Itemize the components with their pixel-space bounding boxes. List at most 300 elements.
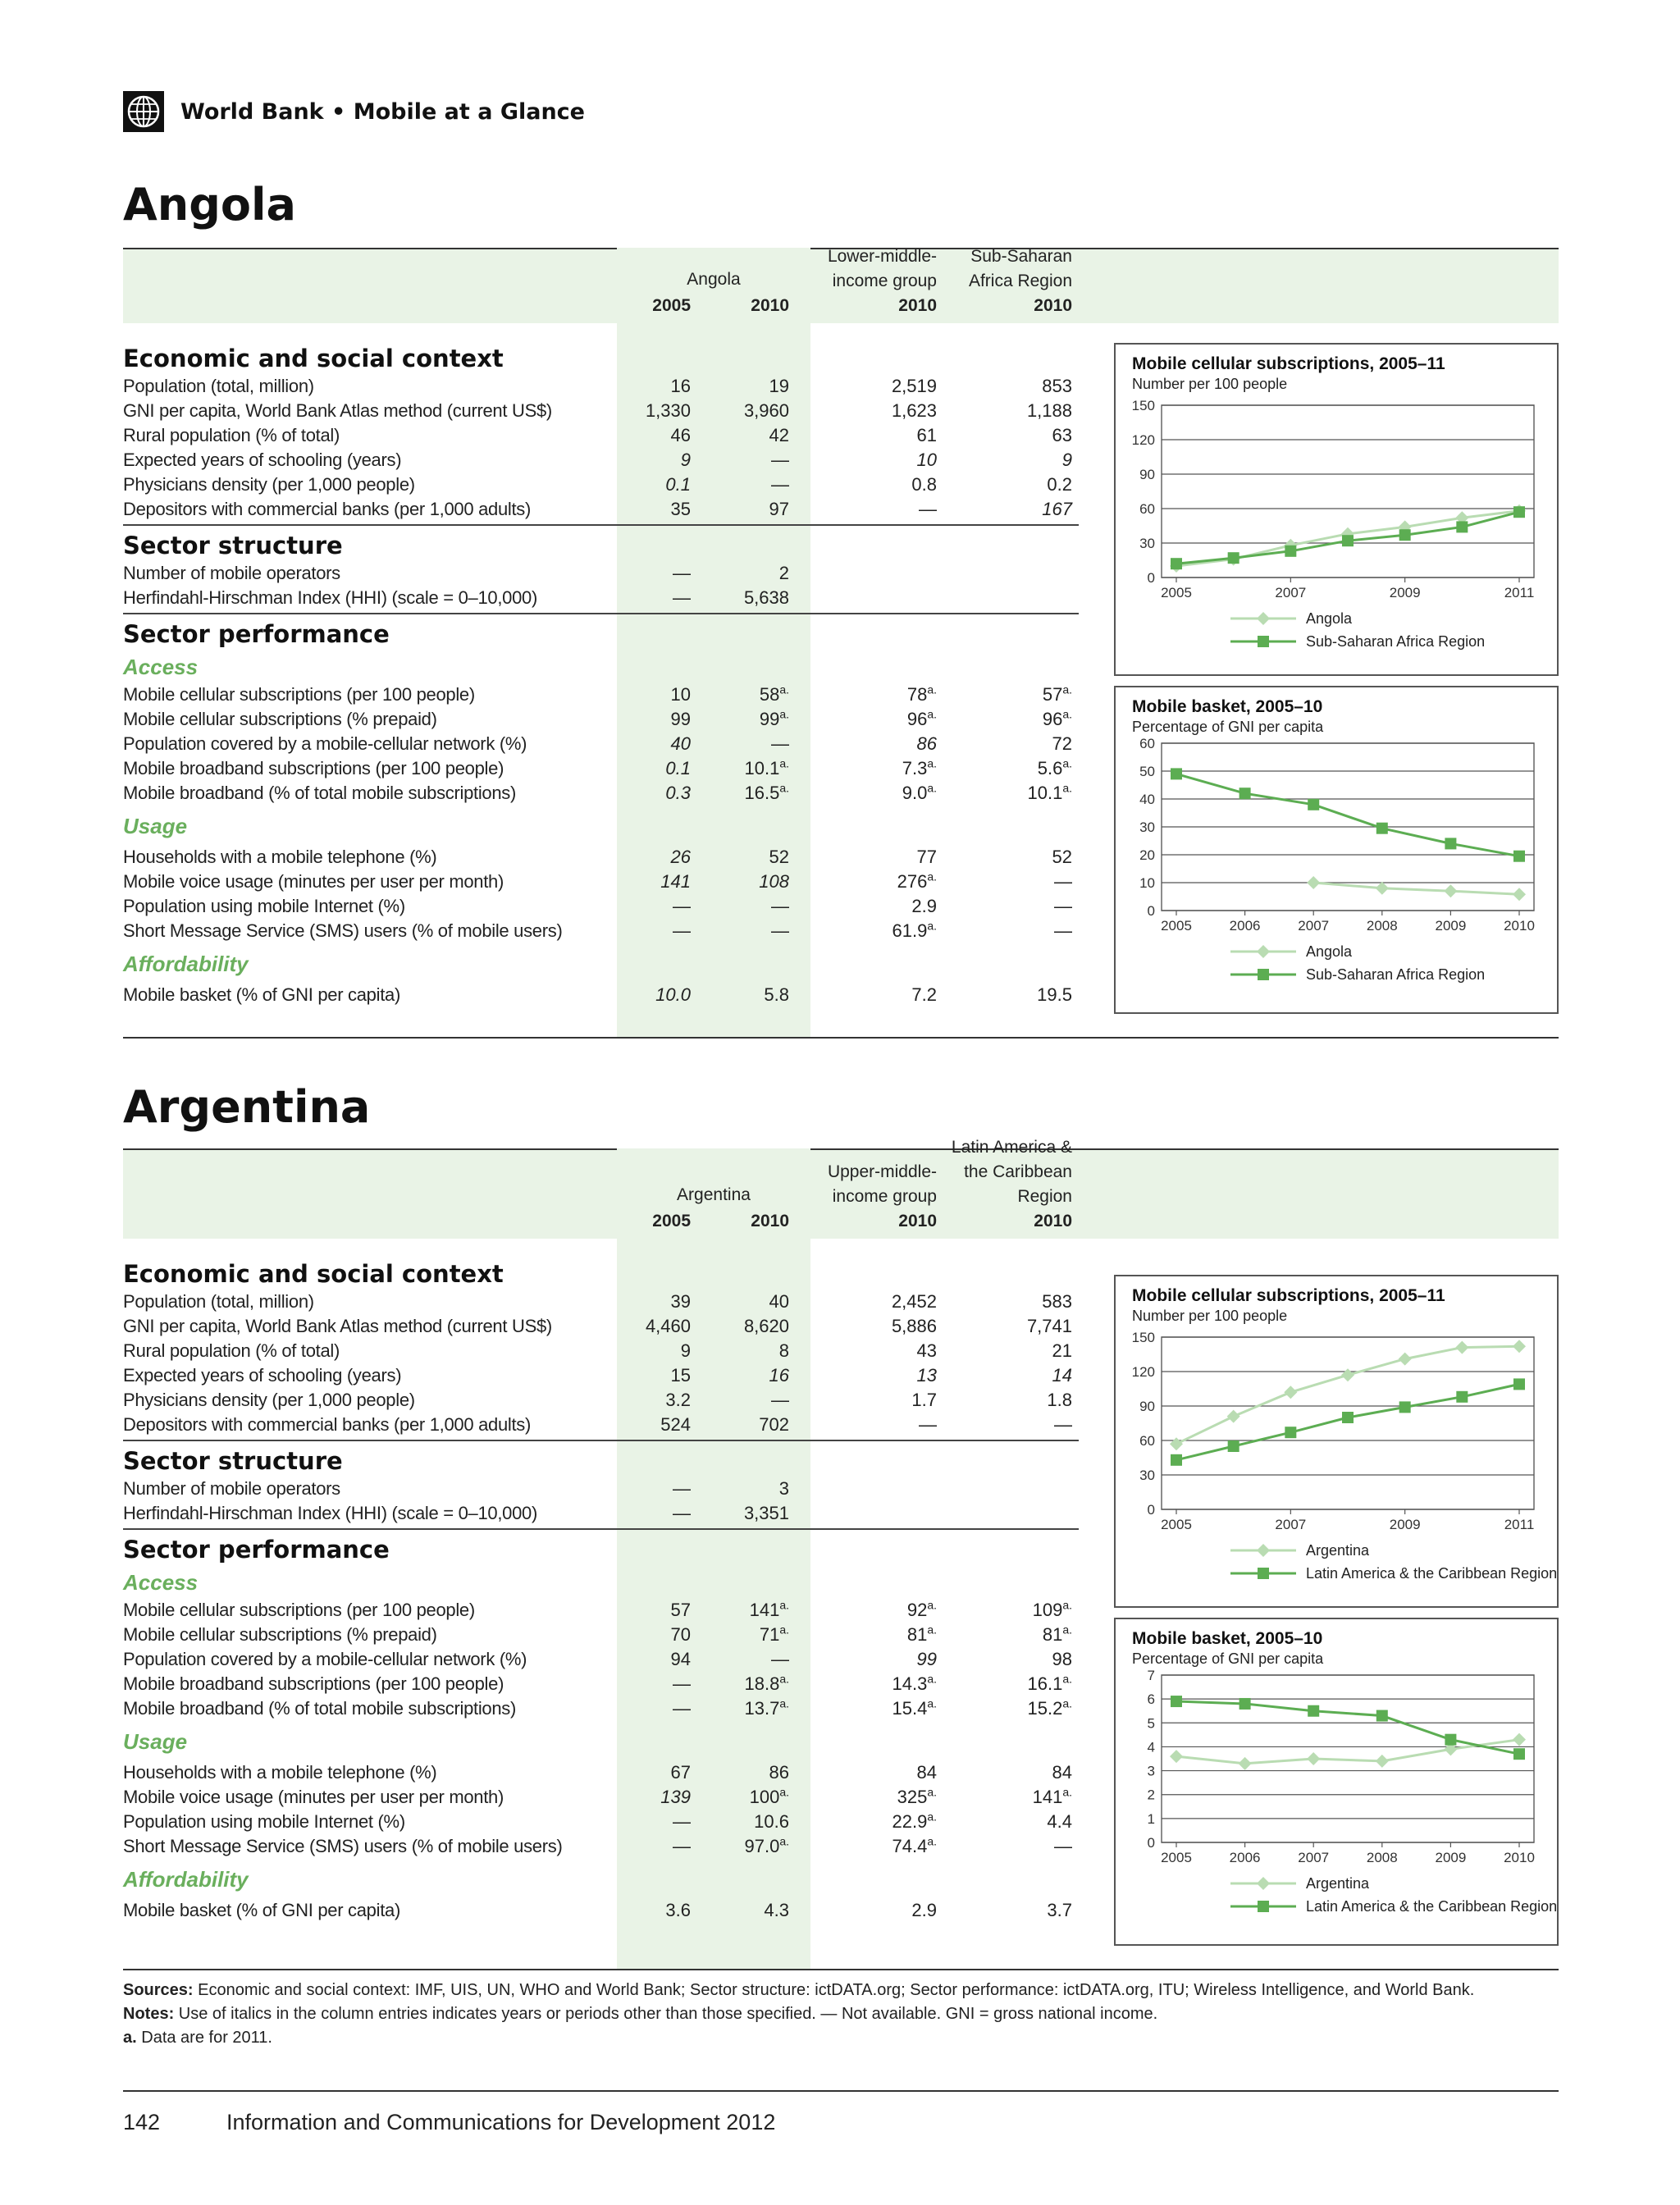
table-row [123, 1647, 1083, 1672]
cell-value: 70 [670, 1624, 691, 1645]
subheading-affordability: Affordability [123, 1867, 249, 1892]
table-cell [592, 472, 691, 497]
cell-value: 52 [769, 847, 789, 867]
table-cell [691, 1413, 789, 1437]
cell-value: — [1054, 1414, 1072, 1435]
table-cell [838, 1647, 937, 1672]
data-point [1285, 546, 1296, 557]
cell-value: 2,452 [891, 1291, 937, 1312]
footnote-marker-a: a. [1062, 682, 1072, 696]
cell-value: 42 [769, 425, 789, 445]
x-tick-label: 2007 [1298, 918, 1330, 934]
cell-value: 61.9 [892, 920, 928, 941]
table-cell [691, 1477, 789, 1501]
table-cell [838, 448, 937, 472]
cell-value: 524 [660, 1414, 691, 1435]
table-row [123, 983, 1083, 1007]
table-cell [838, 756, 937, 781]
table-cell [838, 1672, 937, 1696]
table-cell [691, 1696, 789, 1721]
table-cell [691, 919, 789, 943]
footnote-marker-a: a. [927, 1696, 937, 1710]
data-point [1455, 1341, 1468, 1354]
table-cell [838, 1598, 937, 1623]
x-tick-label: 2009 [1435, 1850, 1467, 1865]
row-label: Depositors with commercial banks (per 1,000 adults) [123, 499, 532, 519]
y-tick-label: 4 [1147, 1739, 1155, 1755]
cell-value: 9 [680, 450, 691, 470]
table-row [123, 1363, 1083, 1388]
row-label: Short Message Service (SMS) users (% of mobile users) [123, 920, 563, 941]
cell-value: 16.1 [1027, 1673, 1063, 1694]
country-section-argentina [123, 1138, 1559, 1970]
table-row [123, 1810, 1083, 1834]
table-cell [974, 1598, 1072, 1623]
cell-value: 1,330 [645, 400, 691, 421]
cell-value: 15 [670, 1365, 691, 1386]
cell-value: 10.6 [754, 1811, 789, 1832]
table-cell [691, 1339, 789, 1363]
row-label: Mobile voice usage (minutes per user per month) [123, 871, 504, 892]
table-row [123, 1290, 1083, 1314]
y-tick-label: 0 [1147, 1502, 1155, 1518]
y-tick-label: 0 [1147, 903, 1155, 919]
series-line [1176, 774, 1519, 856]
cell-value: 16 [769, 1365, 789, 1386]
country-title-argentina: Argentina [123, 1081, 371, 1133]
data-point [1399, 529, 1411, 541]
cell-value: 141 [749, 1600, 780, 1620]
table-cell [691, 472, 789, 497]
table-cell [838, 781, 937, 806]
region-column-header: Region [1017, 1187, 1072, 1206]
row-label: Mobile broadband (% of total mobile subscriptions) [123, 783, 517, 803]
region-column-header: the Caribbean [964, 1162, 1072, 1181]
cell-value: 15.2 [1027, 1698, 1063, 1719]
cell-value: 99 [670, 709, 691, 729]
table-row [123, 448, 1083, 472]
table-row [123, 1834, 1083, 1859]
chart-title: Mobile basket, 2005–10 [1132, 697, 1323, 716]
table-cell [838, 472, 937, 497]
cell-value: 9 [1061, 450, 1072, 470]
footnote-marker-a: a. [1062, 707, 1072, 721]
table-row [123, 845, 1083, 870]
table-cell [691, 1363, 789, 1388]
table-cell [838, 732, 937, 756]
chart-subtitle: Number per 100 people [1132, 376, 1288, 392]
table-row [123, 919, 1083, 943]
footnote-marker-a: a. [779, 1623, 789, 1637]
cell-value: 3.2 [665, 1390, 691, 1410]
table-cell [838, 894, 937, 919]
data-point [1171, 768, 1182, 779]
legend-marker [1257, 612, 1270, 625]
table-cell [974, 1623, 1072, 1647]
footnote-marker-a: a. [779, 682, 789, 696]
cell-value: — [673, 1673, 691, 1694]
cell-value: 92 [906, 1600, 928, 1620]
table-cell [592, 374, 691, 399]
y-tick-label: 60 [1139, 501, 1155, 517]
table-cell [592, 1760, 691, 1785]
cell-value: 5,886 [891, 1316, 937, 1336]
row-label: Mobile broadband subscriptions (per 100 people) [123, 1673, 504, 1694]
cell-value: 1,623 [891, 400, 937, 421]
cell-value: 325 [897, 1787, 928, 1807]
row-label: Mobile voice usage (minutes per user per month) [123, 1787, 504, 1807]
series-line [1313, 883, 1519, 894]
line-chart [1116, 1327, 1557, 1598]
table-row [123, 1696, 1083, 1721]
cell-value: 3.7 [1047, 1900, 1072, 1920]
table-cell [974, 756, 1072, 781]
table-cell [592, 1388, 691, 1413]
notes-note: Notes: Use of italics in the column entries indicates years or periods other than those specified. — Not available. GNI = gross national income. [123, 2005, 1158, 2023]
row-label: Expected years of schooling (years) [123, 1365, 402, 1386]
cell-value: — [771, 920, 789, 941]
line-chart [1116, 1670, 1557, 1941]
table-cell [838, 399, 937, 423]
data-point [1227, 1410, 1240, 1423]
cell-value: 853 [1042, 376, 1072, 396]
row-label: GNI per capita, World Bank Atlas method (current US$) [123, 1316, 552, 1336]
table-cell [592, 1623, 691, 1647]
cell-value: 4,460 [645, 1316, 691, 1336]
table-cell [974, 1834, 1072, 1859]
cell-value: 84 [1052, 1762, 1072, 1783]
y-tick-label: 30 [1139, 1468, 1155, 1483]
cell-value: 583 [1042, 1291, 1072, 1312]
data-point [1228, 1440, 1239, 1452]
table-cell [838, 983, 937, 1007]
y-tick-label: 6 [1147, 1691, 1155, 1708]
x-tick-label: 2011 [1504, 585, 1535, 600]
header-title: World Bank • Mobile at a Glance [180, 98, 585, 125]
footnote-marker-a: a. [779, 756, 789, 770]
table-row [123, 682, 1083, 707]
x-tick-label: 2008 [1366, 918, 1398, 934]
cell-value: 10.1 [1027, 783, 1063, 803]
table-row [123, 1598, 1083, 1623]
footnote-marker-a: a. [1062, 1696, 1072, 1710]
x-tick-label: 2009 [1435, 918, 1467, 934]
data-point [1513, 506, 1525, 518]
subheading-access: Access [123, 1570, 199, 1595]
data-point [1376, 1755, 1389, 1768]
cell-value: 4.3 [764, 1900, 789, 1920]
row-label: Mobile basket (% of GNI per capita) [123, 984, 400, 1005]
table-cell [974, 781, 1072, 806]
table-cell [691, 1388, 789, 1413]
year-2010-header: 2010 [751, 1212, 789, 1230]
table-cell [592, 1363, 691, 1388]
group-year-header: 2010 [898, 296, 937, 315]
y-tick-label: 5 [1147, 1715, 1155, 1732]
cell-value: 100 [749, 1787, 780, 1807]
y-tick-label: 120 [1131, 1364, 1155, 1380]
table-cell [974, 374, 1072, 399]
table-cell [974, 399, 1072, 423]
cell-value: 702 [759, 1414, 789, 1435]
table-cell [974, 845, 1072, 870]
row-label: Mobile basket (% of GNI per capita) [123, 1900, 400, 1920]
x-tick-label: 2007 [1275, 585, 1307, 600]
table-cell [691, 781, 789, 806]
table-cell [592, 1810, 691, 1834]
table-cell [974, 707, 1072, 732]
row-label: Mobile cellular subscriptions (per 100 people) [123, 1600, 475, 1620]
cell-value: — [1054, 1836, 1072, 1856]
table-cell [838, 1339, 937, 1363]
table-cell [592, 586, 691, 610]
cell-value: 276 [897, 871, 928, 892]
cell-value: 19.5 [1037, 984, 1072, 1005]
data-point [1171, 558, 1182, 569]
x-tick-label: 2005 [1161, 1850, 1192, 1865]
cell-value: 81 [906, 1624, 928, 1645]
table-cell [838, 1696, 937, 1721]
data-point [1170, 1437, 1183, 1450]
x-tick-label: 2007 [1298, 1850, 1330, 1865]
y-tick-label: 90 [1139, 1399, 1155, 1414]
chart-subtitle: Number per 100 people [1132, 1308, 1288, 1324]
x-tick-label: 2008 [1366, 1850, 1398, 1865]
row-label: Population (total, million) [123, 1291, 314, 1312]
table-row [123, 756, 1083, 781]
row-label: Short Message Service (SMS) users (% of mobile users) [123, 1836, 563, 1856]
cell-value: 67 [670, 1762, 691, 1783]
data-point [1239, 1757, 1252, 1770]
table-cell [838, 1760, 937, 1785]
footnote-marker-a: a. [927, 919, 937, 933]
data-point [1513, 1733, 1526, 1746]
cell-value: 97 [769, 499, 789, 519]
table-row [123, 1477, 1083, 1501]
table-cell [691, 399, 789, 423]
cell-value: 15.4 [892, 1698, 928, 1719]
cell-value: 77 [916, 847, 937, 867]
row-label: Mobile cellular subscriptions (% prepaid) [123, 709, 437, 729]
table-row [123, 732, 1083, 756]
group-column-header: income group [832, 272, 937, 290]
chart-title: Mobile cellular subscriptions, 2005–11 [1132, 354, 1445, 373]
x-tick-label: 2011 [1504, 1517, 1535, 1532]
table-cell [691, 1672, 789, 1696]
table-cell [838, 497, 937, 522]
cell-value: — [673, 1503, 691, 1523]
table-cell [592, 983, 691, 1007]
group-column-header: Lower-middle- [827, 247, 937, 266]
table-cell [974, 1810, 1072, 1834]
cell-value: — [919, 499, 937, 519]
cell-value: 1.7 [911, 1390, 937, 1410]
table-cell [838, 374, 937, 399]
y-tick-label: 150 [1131, 398, 1155, 413]
table-cell [974, 1290, 1072, 1314]
table-cell [592, 1834, 691, 1859]
table-cell [691, 1834, 789, 1859]
data-point [1445, 838, 1456, 849]
table-row [123, 1388, 1083, 1413]
group-year-header: 2010 [898, 1212, 937, 1230]
cell-value: — [673, 1836, 691, 1856]
table-cell [838, 1623, 937, 1647]
data-point [1239, 1698, 1251, 1710]
table-cell [691, 870, 789, 894]
cell-value: 10.0 [655, 984, 691, 1005]
y-tick-label: 90 [1139, 467, 1155, 482]
subheading-access: Access [123, 655, 199, 679]
cell-value: 7.3 [902, 758, 928, 778]
data-point [1513, 1378, 1525, 1390]
table-cell [592, 919, 691, 943]
y-tick-label: 0 [1147, 570, 1155, 586]
table-cell [592, 845, 691, 870]
cell-value: 10 [916, 450, 937, 470]
cell-value: 71 [759, 1624, 780, 1645]
chart-panel [1114, 686, 1559, 1014]
data-point [1376, 823, 1388, 834]
table-cell [838, 707, 937, 732]
country-title-angola: Angola [123, 179, 296, 231]
footnote-a: a. Data are for 2011. [123, 2029, 272, 2047]
table-cell [691, 497, 789, 522]
table-cell [974, 732, 1072, 756]
cell-value: 35 [670, 499, 691, 519]
cell-value: 81 [1042, 1624, 1063, 1645]
x-tick-label: 2010 [1504, 1850, 1535, 1865]
subheading-affordability: Affordability [123, 952, 249, 976]
page-number: 142 [123, 2110, 161, 2134]
data-point [1456, 1391, 1468, 1403]
cell-value: — [673, 920, 691, 941]
cell-value: 141 [660, 871, 691, 892]
table-cell [592, 1672, 691, 1696]
y-tick-label: 60 [1139, 738, 1155, 751]
legend-marker [1257, 1544, 1270, 1557]
cell-value: 14 [1052, 1365, 1072, 1386]
cell-value: 8 [778, 1340, 789, 1361]
data-point [1308, 1705, 1319, 1717]
cell-value: — [771, 896, 789, 916]
data-point [1445, 1734, 1456, 1746]
table-cell [838, 682, 937, 707]
data-point [1308, 799, 1319, 810]
cell-value: 40 [670, 733, 691, 754]
table-row [123, 586, 1083, 610]
table-cell [592, 1314, 691, 1339]
cell-value: 61 [916, 425, 937, 445]
footnote-marker-a: a. [779, 1672, 789, 1686]
bottom-rule [123, 1037, 1559, 1039]
row-label: Population using mobile Internet (%) [123, 1811, 405, 1832]
cell-value: 2.9 [911, 896, 937, 916]
table-cell [691, 1760, 789, 1785]
region-column-header: Sub-Saharan [970, 247, 1072, 266]
cell-value: — [771, 1649, 789, 1669]
data-point [1239, 788, 1251, 799]
footnote-marker-a: a. [1062, 1785, 1072, 1799]
cell-value: 57 [670, 1600, 691, 1620]
x-tick-label: 2010 [1504, 918, 1535, 934]
table-cell [974, 1388, 1072, 1413]
cell-value: 86 [769, 1762, 789, 1783]
y-tick-label: 150 [1131, 1330, 1155, 1345]
cell-value: — [771, 733, 789, 754]
cell-value: 2.9 [911, 1900, 937, 1920]
table-cell [592, 1647, 691, 1672]
group-column-header: Upper-middle- [827, 1162, 937, 1181]
row-label: Population using mobile Internet (%) [123, 896, 405, 916]
table-row [123, 781, 1083, 806]
table-cell [838, 1834, 937, 1859]
cell-value: 9.0 [902, 783, 928, 803]
y-tick-label: 2 [1147, 1787, 1155, 1803]
data-point [1284, 1386, 1297, 1399]
cell-value: 7.2 [911, 984, 937, 1005]
cell-value: 16.5 [744, 783, 780, 803]
table-cell [691, 423, 789, 448]
table-cell [691, 1598, 789, 1623]
legend-label: Angola [1306, 610, 1353, 627]
table-cell [838, 1810, 937, 1834]
cell-value: 167 [1042, 499, 1072, 519]
cell-value: 58 [759, 684, 780, 705]
table-cell [838, 423, 937, 448]
cell-value: 72 [1052, 733, 1072, 754]
x-tick-label: 2009 [1389, 585, 1421, 600]
table-cell [838, 1314, 937, 1339]
row-label: Number of mobile operators [123, 1478, 340, 1499]
cell-value: 9 [680, 1340, 691, 1361]
section-heading-performance: Sector performance [123, 620, 390, 648]
cell-value: 10.1 [744, 758, 780, 778]
row-label: Mobile cellular subscriptions (% prepaid) [123, 1624, 437, 1645]
table-cell [592, 561, 691, 586]
y-tick-label: 30 [1139, 819, 1155, 835]
table-cell [691, 561, 789, 586]
table-cell [592, 682, 691, 707]
table-cell [691, 1898, 789, 1923]
region-year-header: 2010 [1034, 1212, 1072, 1230]
row-label: Mobile broadband (% of total mobile subscriptions) [123, 1698, 517, 1719]
data-point [1444, 884, 1457, 897]
data-point [1399, 1401, 1411, 1413]
table-cell [691, 586, 789, 610]
table-row [123, 472, 1083, 497]
cell-value: — [673, 1478, 691, 1499]
footnote-marker-a: a. [927, 756, 937, 770]
page-header [123, 90, 585, 133]
cell-value: — [673, 587, 691, 608]
y-tick-label: 120 [1131, 432, 1155, 448]
table-cell [592, 1413, 691, 1437]
section-heading-economic: Economic and social context [123, 1260, 504, 1288]
table-cell [592, 1598, 691, 1623]
data-point [1456, 521, 1468, 532]
x-tick-label: 2007 [1275, 1517, 1307, 1532]
cell-value: — [919, 1414, 937, 1435]
country-column-header: Angola [687, 270, 741, 289]
cell-value: 14.3 [892, 1673, 928, 1694]
legend-label: Latin America & the Caribbean Region [1306, 1898, 1557, 1915]
footnote-marker-a: a. [779, 1598, 789, 1612]
y-tick-label: 30 [1139, 536, 1155, 551]
cell-value: — [1054, 871, 1072, 892]
y-tick-label: 10 [1139, 875, 1155, 891]
table-cell [592, 894, 691, 919]
